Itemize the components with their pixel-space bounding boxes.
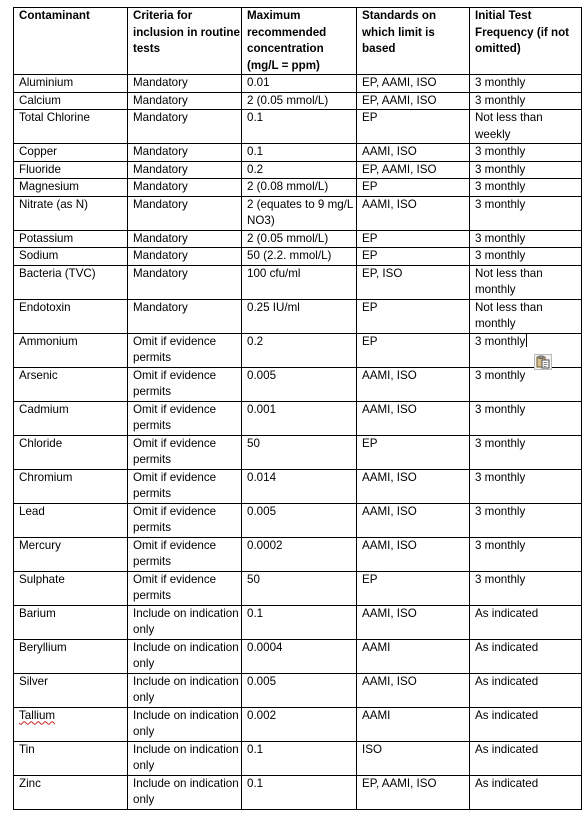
cell-contaminant: Bacteria (TVC) <box>14 265 128 299</box>
cell-test-frequency: 3 monthly <box>470 367 582 401</box>
cell-max-concentration: 2 (0.05 mmol/L) <box>242 92 357 110</box>
cell-contaminant: Ammonium <box>14 333 128 367</box>
cell-max-concentration: 0.005 <box>242 367 357 401</box>
cell-standards: EP, AAMI, ISO <box>357 161 470 179</box>
cell-contaminant: Calcium <box>14 92 128 110</box>
cell-contaminant: Total Chlorine <box>14 110 128 144</box>
cell-standards: AAMI, ISO <box>357 469 470 503</box>
cell-standards: EP <box>357 333 470 367</box>
cell-contaminant: Lead <box>14 503 128 537</box>
cell-criteria: Mandatory <box>128 110 242 144</box>
cell-test-frequency: 3 monthly <box>470 196 582 230</box>
cell-criteria: Mandatory <box>128 144 242 162</box>
cell-contaminant: Zinc <box>14 775 128 809</box>
cell-max-concentration: 0.002 <box>242 707 357 741</box>
table-row <box>14 673 582 707</box>
table-row <box>14 333 582 367</box>
cell-standards: EP <box>357 110 470 144</box>
header-standards: Standards on which limit is based <box>357 8 470 75</box>
cell-test-frequency: 3 monthly <box>470 401 582 435</box>
table-row <box>14 110 582 144</box>
cell-criteria: Mandatory <box>128 161 242 179</box>
table-row <box>14 75 582 93</box>
cell-standards: AAMI, ISO <box>357 503 470 537</box>
table-row <box>14 571 582 605</box>
table-row <box>14 537 582 571</box>
cell-contaminant: Chloride <box>14 435 128 469</box>
cell-test-frequency: 3 monthly <box>470 92 582 110</box>
cell-test-frequency: As indicated <box>470 673 582 707</box>
table-row <box>14 435 582 469</box>
cell-criteria: Include on indication only <box>128 639 242 673</box>
cell-test-frequency: 3 monthly <box>470 571 582 605</box>
cell-criteria: Include on indication only <box>128 673 242 707</box>
cell-max-concentration: 2 (0.05 mmol/L) <box>242 230 357 248</box>
paste-options-button[interactable] <box>534 354 552 370</box>
cell-test-frequency: 3 monthly <box>470 503 582 537</box>
cell-criteria: Omit if evidence permits <box>128 401 242 435</box>
cell-test-frequency: 3 monthly <box>470 537 582 571</box>
cell-standards: EP, AAMI, ISO <box>357 775 470 809</box>
cell-contaminant: Magnesium <box>14 179 128 197</box>
table-row <box>14 265 582 299</box>
cell-criteria: Include on indication only <box>128 707 242 741</box>
cell-contaminant: Aluminium <box>14 75 128 93</box>
cell-max-concentration: 0.005 <box>242 673 357 707</box>
cell-contaminant: Silver <box>14 673 128 707</box>
cell-criteria: Mandatory <box>128 196 242 230</box>
cell-max-concentration: 0.0002 <box>242 537 357 571</box>
table-row <box>14 144 582 162</box>
cell-max-concentration: 0.1 <box>242 110 357 144</box>
cell-test-frequency: As indicated <box>470 741 582 775</box>
cell-test-frequency[interactable] <box>470 333 582 367</box>
cell-standards: EP, AAMI, ISO <box>357 92 470 110</box>
cell-max-concentration: 100 cfu/ml <box>242 265 357 299</box>
cell-max-concentration: 50 <box>242 435 357 469</box>
cell-max-concentration: 0.001 <box>242 401 357 435</box>
cell-criteria: Mandatory <box>128 75 242 93</box>
table-row <box>14 248 582 266</box>
cell-contaminant: Chromium <box>14 469 128 503</box>
cell-standards: AAMI, ISO <box>357 537 470 571</box>
cell-standards: AAMI <box>357 639 470 673</box>
table-header-row <box>14 8 582 75</box>
table-row <box>14 503 582 537</box>
cell-test-frequency: 3 monthly <box>470 161 582 179</box>
cell-standards: EP, ISO <box>357 265 470 299</box>
cell-test-frequency: Not less than monthly <box>470 299 582 333</box>
cell-criteria: Omit if evidence permits <box>128 571 242 605</box>
cell-standards: AAMI <box>357 707 470 741</box>
cell-standards: EP <box>357 299 470 333</box>
cell-criteria: Omit if evidence permits <box>128 367 242 401</box>
table-row <box>14 179 582 197</box>
cell-standards: AAMI, ISO <box>357 196 470 230</box>
cell-test-frequency: 3 monthly <box>470 435 582 469</box>
cell-contaminant: Fluoride <box>14 161 128 179</box>
cell-criteria: Omit if evidence permits <box>128 537 242 571</box>
cell-standards: EP <box>357 571 470 605</box>
cell-contaminant: Endotoxin <box>14 299 128 333</box>
cell-test-frequency: As indicated <box>470 605 582 639</box>
cell-contaminant: Barium <box>14 605 128 639</box>
cell-max-concentration: 50 <box>242 571 357 605</box>
cell-standards: AAMI, ISO <box>357 401 470 435</box>
header-test-frequency: Initial Test Frequency (if not omitted) <box>470 8 582 75</box>
cell-criteria: Include on indication only <box>128 605 242 639</box>
cell-contaminant: Sulphate <box>14 571 128 605</box>
cell-standards: EP, AAMI, ISO <box>357 75 470 93</box>
cell-test-frequency: As indicated <box>470 639 582 673</box>
cell-test-frequency: 3 monthly <box>470 144 582 162</box>
cell-max-concentration: 0.1 <box>242 741 357 775</box>
cell-standards: ISO <box>357 741 470 775</box>
cell-test-frequency: Not less than weekly <box>470 110 582 144</box>
cell-contaminant: Arsenic <box>14 367 128 401</box>
cell-max-concentration: 0.01 <box>242 75 357 93</box>
cell-contaminant: Nitrate (as N) <box>14 196 128 230</box>
cell-contaminant <box>14 707 128 741</box>
cell-standards: AAMI, ISO <box>357 367 470 401</box>
cell-criteria: Include on indication only <box>128 741 242 775</box>
table-row <box>14 196 582 230</box>
cell-max-concentration: 0.25 IU/ml <box>242 299 357 333</box>
cell-max-concentration: 0.2 <box>242 333 357 367</box>
cell-criteria: Omit if evidence permits <box>128 503 242 537</box>
cell-standards: EP <box>357 230 470 248</box>
table-row <box>14 605 582 639</box>
cell-contaminant: Sodium <box>14 248 128 266</box>
cell-standards: EP <box>357 179 470 197</box>
table-row <box>14 367 582 401</box>
cell-max-concentration: 50 (2.2. mmol/L) <box>242 248 357 266</box>
table-row <box>14 92 582 110</box>
table-row <box>14 161 582 179</box>
cell-test-frequency: As indicated <box>470 707 582 741</box>
table-row <box>14 639 582 673</box>
table-row <box>14 707 582 741</box>
table-row <box>14 775 582 809</box>
header-criteria: Criteria for inclusion in routine tests <box>128 8 242 75</box>
table-row <box>14 299 582 333</box>
cell-criteria: Mandatory <box>128 248 242 266</box>
cell-frequency-text: 3 monthly <box>475 334 526 348</box>
cell-test-frequency: 3 monthly <box>470 230 582 248</box>
cell-contaminant: Copper <box>14 144 128 162</box>
cell-contaminant: Tin <box>14 741 128 775</box>
table-row <box>14 741 582 775</box>
table-row <box>14 469 582 503</box>
cell-contaminant: Mercury <box>14 537 128 571</box>
cell-max-concentration: 2 (equates to 9 mg/L NO3) <box>242 196 357 230</box>
cell-test-frequency: Not less than monthly <box>470 265 582 299</box>
cell-standards: AAMI, ISO <box>357 673 470 707</box>
cell-criteria: Omit if evidence permits <box>128 469 242 503</box>
cell-test-frequency: 3 monthly <box>470 469 582 503</box>
cell-criteria: Omit if evidence permits <box>128 333 242 367</box>
spellcheck-underlined-word: Tallium <box>19 708 56 722</box>
table-row <box>14 401 582 435</box>
table-row <box>14 230 582 248</box>
clipboard-paste-icon <box>535 355 551 369</box>
header-max-concentration: Maximum recommended concentration (mg/L = ppm) <box>242 8 357 75</box>
document-page <box>13 7 581 810</box>
cell-max-concentration: 0.005 <box>242 503 357 537</box>
cell-max-concentration: 0.1 <box>242 775 357 809</box>
cell-test-frequency: 3 monthly <box>470 179 582 197</box>
cell-criteria: Mandatory <box>128 230 242 248</box>
text-cursor <box>526 334 527 347</box>
cell-max-concentration: 0.2 <box>242 161 357 179</box>
contaminant-table <box>13 7 582 810</box>
cell-standards: EP <box>357 435 470 469</box>
cell-max-concentration: 0.0004 <box>242 639 357 673</box>
cell-criteria: Include on indication only <box>128 775 242 809</box>
header-contaminant: Contaminant <box>14 8 128 75</box>
cell-contaminant: Cadmium <box>14 401 128 435</box>
cell-criteria: Omit if evidence permits <box>128 435 242 469</box>
cell-standards: AAMI, ISO <box>357 144 470 162</box>
cell-criteria: Mandatory <box>128 265 242 299</box>
cell-contaminant: Beryllium <box>14 639 128 673</box>
cell-test-frequency: As indicated <box>470 775 582 809</box>
cell-max-concentration: 2 (0.08 mmol/L) <box>242 179 357 197</box>
cell-max-concentration: 0.1 <box>242 605 357 639</box>
cell-max-concentration: 0.1 <box>242 144 357 162</box>
cell-criteria: Mandatory <box>128 179 242 197</box>
cell-standards: EP <box>357 248 470 266</box>
cell-test-frequency: 3 monthly <box>470 248 582 266</box>
cell-max-concentration: 0.014 <box>242 469 357 503</box>
cell-criteria: Mandatory <box>128 299 242 333</box>
cell-contaminant: Potassium <box>14 230 128 248</box>
cell-test-frequency: 3 monthly <box>470 75 582 93</box>
cell-standards: AAMI, ISO <box>357 605 470 639</box>
cell-criteria: Mandatory <box>128 92 242 110</box>
